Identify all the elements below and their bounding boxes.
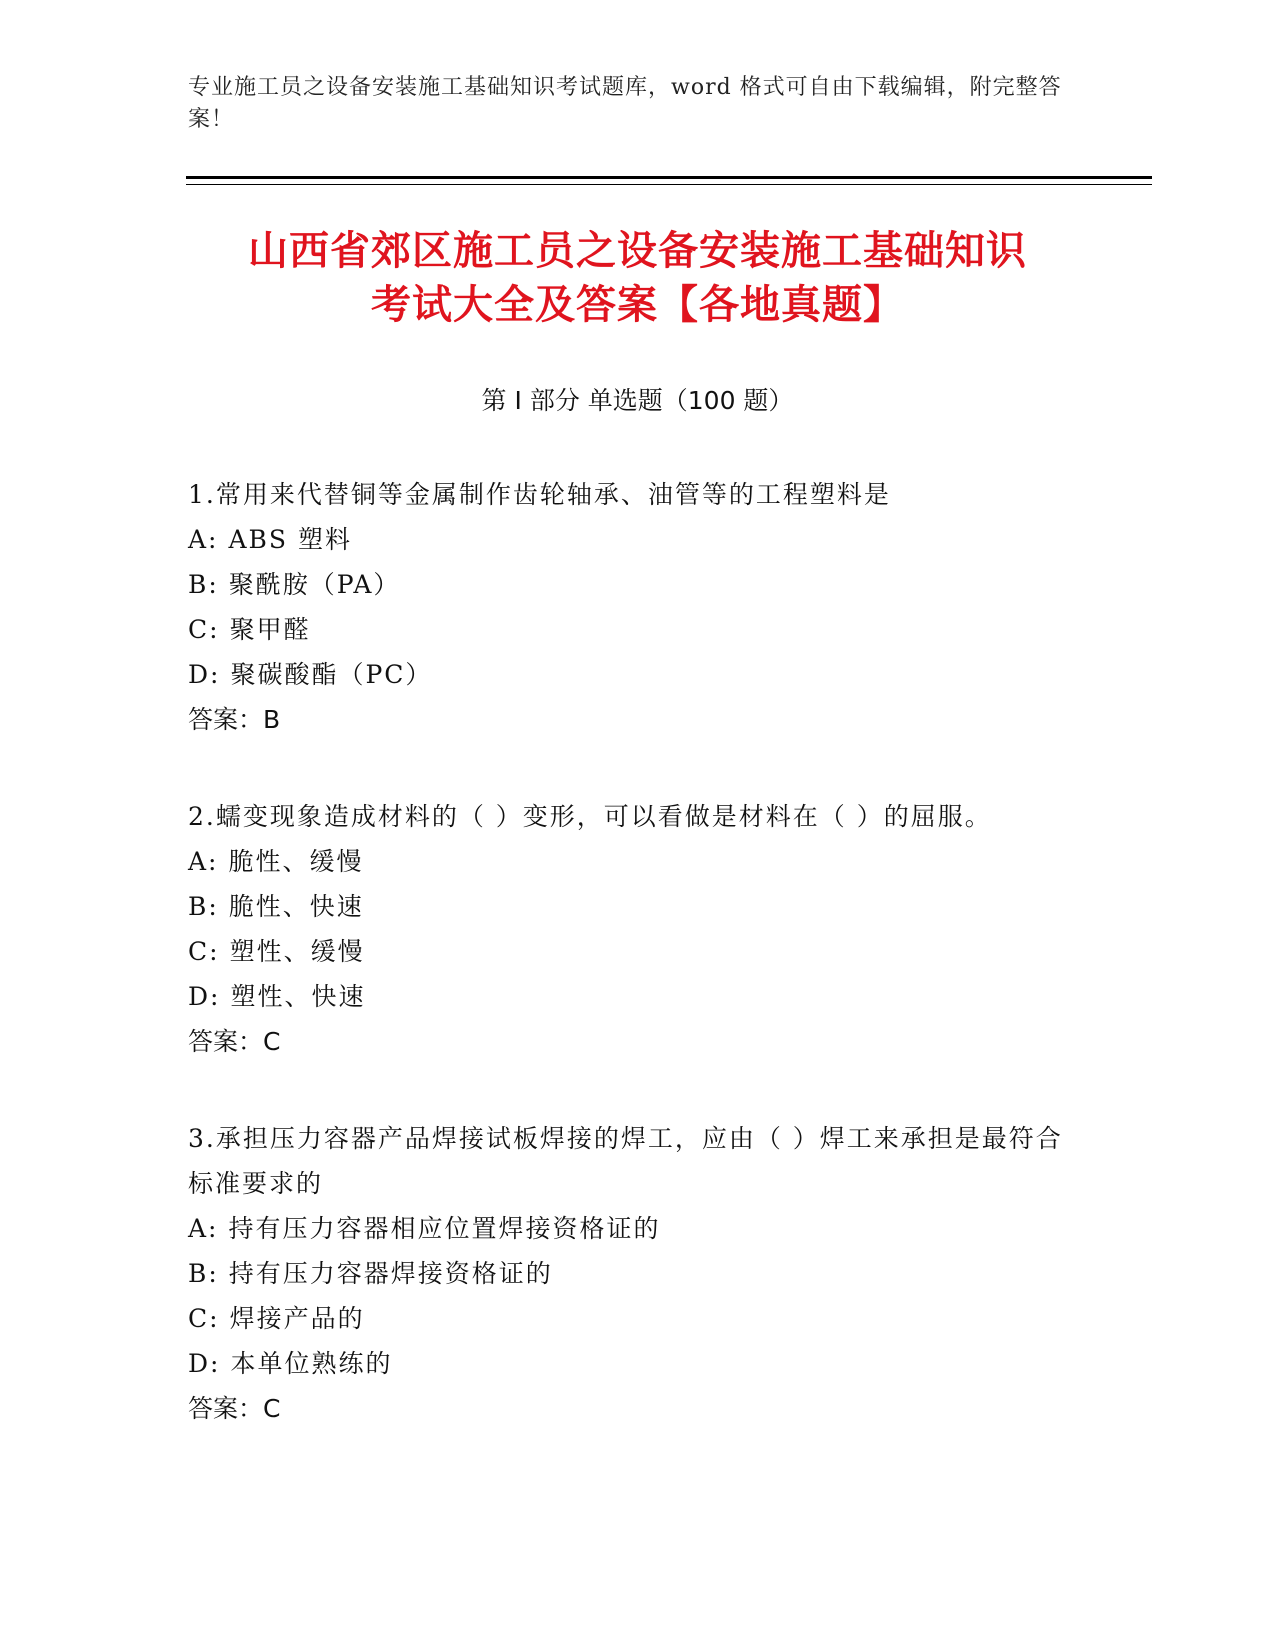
section-heading: 第 I 部分 单选题（100 题） bbox=[481, 386, 794, 415]
header-rule-thin bbox=[186, 184, 1152, 185]
question-stem: 1.常用来代替铜等金属制作齿轮轴承、油管等的工程塑料是 bbox=[188, 480, 891, 509]
question-3 bbox=[188, 1116, 1088, 1431]
option-d bbox=[188, 1341, 1088, 1386]
option-d bbox=[188, 652, 1088, 697]
answer-line: 答案：B bbox=[188, 705, 281, 734]
option-letter: B: bbox=[188, 892, 219, 921]
question-2 bbox=[188, 794, 1088, 1064]
answer-line: 答案：C bbox=[188, 1394, 281, 1423]
option-b bbox=[188, 1251, 1088, 1296]
option-letter: D: bbox=[188, 982, 221, 1011]
option-text: 脆性、缓慢 bbox=[228, 847, 364, 876]
option-text: 塑性、缓慢 bbox=[229, 937, 365, 966]
option-letter: C: bbox=[188, 937, 220, 966]
option-text: 本单位熟练的 bbox=[230, 1349, 393, 1378]
option-c bbox=[188, 607, 1088, 652]
option-letter: B: bbox=[188, 570, 219, 599]
option-letter: D: bbox=[188, 660, 221, 689]
option-text: 焊接产品的 bbox=[229, 1304, 365, 1333]
option-letter: C: bbox=[188, 615, 220, 644]
option-letter: A: bbox=[188, 525, 219, 554]
answer-line: 答案：C bbox=[188, 1027, 281, 1056]
option-b bbox=[188, 884, 1088, 929]
title-line-2: 考试大全及答案【各地真题】 bbox=[371, 282, 904, 328]
option-text: ABS 塑料 bbox=[228, 525, 352, 554]
document-title bbox=[100, 224, 1175, 332]
question-stem: 2.蠕变现象造成材料的（ ）变形，可以看做是材料在（ ）的屈服。 bbox=[188, 802, 992, 831]
question-stem: 3.承担压力容器产品焊接试板焊接的焊工，应由（ ）焊工来承担是最符合标准要求的 bbox=[188, 1124, 1063, 1198]
option-text: 持有压力容器焊接资格证的 bbox=[228, 1259, 553, 1288]
option-letter: D: bbox=[188, 1349, 221, 1378]
option-a bbox=[188, 517, 1088, 562]
option-text: 聚酰胺（PA） bbox=[228, 570, 401, 599]
option-letter: B: bbox=[188, 1259, 219, 1288]
option-text: 持有压力容器相应位置焊接资格证的 bbox=[228, 1214, 661, 1243]
option-d bbox=[188, 974, 1088, 1019]
title-line-1: 山西省郊区施工员之设备安装施工基础知识 bbox=[248, 228, 1027, 274]
question-1 bbox=[188, 472, 1088, 742]
question-list bbox=[188, 472, 1088, 1483]
option-c bbox=[188, 1296, 1088, 1341]
option-c bbox=[188, 929, 1088, 974]
header-note: 专业施工员之设备安装施工基础知识考试题库，word 格式可自由下载编辑，附完整答案！ bbox=[188, 75, 1062, 132]
option-letter: A: bbox=[188, 847, 219, 876]
option-text: 聚碳酸酯（PC） bbox=[230, 660, 433, 689]
option-text: 聚甲醛 bbox=[229, 615, 311, 644]
option-text: 塑性、快速 bbox=[230, 982, 366, 1011]
option-b bbox=[188, 562, 1088, 607]
header-rule-thick bbox=[186, 176, 1152, 179]
option-letter: C: bbox=[188, 1304, 220, 1333]
option-a bbox=[188, 1206, 1088, 1251]
option-letter: A: bbox=[188, 1214, 219, 1243]
option-text: 脆性、快速 bbox=[228, 892, 364, 921]
option-a bbox=[188, 839, 1088, 884]
